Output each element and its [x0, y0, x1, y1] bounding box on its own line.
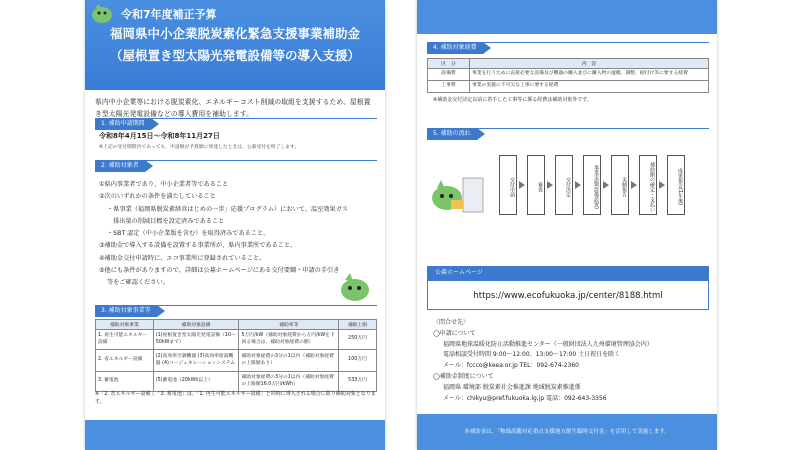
inquiry-section	[433, 318, 708, 404]
table-cell: 事業の実施に不可欠な工事に要する経費	[470, 81, 709, 93]
table-cell: 250万円	[339, 330, 377, 350]
flyer-page-front	[85, 0, 385, 450]
mascot-icon	[89, 2, 115, 24]
eligibility-item: ・SBT 認定（中小企業版を含む）を取得済みであること。	[107, 230, 270, 238]
flow-step: 交付決定	[555, 155, 573, 215]
table-cell: 533万円	[339, 372, 377, 392]
inquiry-line: ◯補助金制度について	[433, 372, 494, 380]
section-heading-projects: 3. 補助対象事業等	[95, 305, 157, 317]
flow-step: 審査	[527, 155, 545, 215]
table-header-row	[428, 59, 709, 69]
column-header: 補助対象設備	[153, 320, 239, 330]
table-cell: 事業を行うために直接必要な設備及び機器の購入並びに購入物の運搬、調整、据付け等に要する経費	[470, 69, 709, 81]
column-header: 補助率等	[239, 320, 339, 330]
eligibility-item: ①県内事業者であり、中小企業者等であること	[99, 181, 229, 188]
table-cell: (1)屋根置き型太陽光発電設備（10～50kWまで）	[153, 330, 239, 350]
cost-table	[427, 58, 709, 93]
intro-text: 県内中小企業等における脱炭素化、エネルギーコスト削減の取組を支援するため、屋根置き型太陽光発電設備などの導入費用を補助します。	[95, 98, 371, 118]
footer-band	[85, 420, 385, 450]
subsidy-table	[95, 319, 377, 392]
eligibility-item: ③補助金で導入する設備を設置する事業所が、県内事業所であること。	[99, 242, 297, 250]
flyer-header	[85, 0, 385, 90]
eligibility-item: 等をご確認ください。	[107, 279, 169, 287]
table-row	[96, 330, 377, 350]
table-cell: 設備費	[428, 69, 470, 81]
arrow-right-icon	[631, 181, 637, 189]
table-cell: 1. 再生可能エネルギー設備	[96, 330, 154, 350]
table-cell: 100万円	[339, 350, 377, 372]
inquiry-line: ◯申請について	[433, 329, 476, 337]
table-cell: 3. 蓄電池	[96, 372, 154, 392]
inquiry-line: メール：fccco@keea.or.jp TEL：092-674-2360	[443, 362, 579, 370]
flow-step: 成果報告(1年後)	[667, 155, 685, 215]
section-heading-costs: 4. 補助対象経費	[427, 42, 483, 54]
table-cell: 2. 省エネルギー設備	[96, 350, 154, 372]
eligibility-item: ・県事業（福岡県脱炭素経営はじめの一歩」応援プログラム）において、温室効果ガス	[107, 205, 349, 213]
section-heading-flow: 5. 補助の流れ	[427, 128, 477, 140]
inquiry-line: メール：chikyu@pref.fukuoka.lg.jp 電話：092-643-3356	[443, 394, 607, 402]
column-header: 補助対象事業	[96, 320, 154, 330]
eligibility-item: ⑤他にも条件がありますので、詳細は公募ホームページにある交付要綱・申請の手引き	[99, 267, 340, 275]
column-header: 内 容	[470, 59, 709, 69]
inquiry-line: 電話相談受付時間 9:00～12:00、13:00～17:00 土日祝日を除く	[443, 351, 621, 359]
table-cell: 補助対象経費の3分の1以内（補助対象経費の上限額16.0万円/kWh）	[239, 372, 339, 392]
table-row	[428, 69, 709, 81]
section-heading-period: 1. 補助申請期間	[95, 118, 151, 130]
inquiry-line: 福岡県地球温暖化防止活動推進センター（一般財団法人九州環境管理協会内）	[443, 340, 653, 348]
flyer-page-back	[417, 0, 717, 450]
table-row	[96, 350, 377, 372]
header-band	[417, 0, 717, 34]
eligibility-item: ②次のいずれかの条件を満たしていること	[99, 193, 216, 201]
flow-step: 補助額の確定・支払い	[639, 155, 657, 215]
section-heading-eligibility: 2. 補助対象者	[95, 160, 145, 172]
mascot-icon	[337, 270, 373, 302]
table-cell: (5)蓄電池（20kWh以上）	[153, 372, 239, 392]
cost-note: ※補助金交付決定以前に着手した工事等に係る経費は補助対象外です。	[433, 97, 592, 103]
table-cell: 5万円/kW（補助対象経費から万円/kWを下回る場合は、補助対象経費の額）	[239, 330, 339, 350]
eligibility-item: 排出量の削減目標を設定済みであること	[113, 217, 225, 225]
period-note: ※上記の受付期間内であっても、申請額が予算額に到達したときは、公募受付を終了します。	[99, 145, 300, 150]
table-cell: 工事費	[428, 81, 470, 93]
flow-step: 事業実施(設備設置)	[583, 155, 601, 215]
column-header: 補助上限	[339, 320, 377, 330]
table-cell: (2)高効率空調機器 (3)高効率給湯機器 (4)コージェネレーションシステム	[153, 350, 239, 372]
table-row	[96, 372, 377, 392]
mascot-icon	[429, 172, 487, 214]
arrow-right-icon	[547, 181, 553, 189]
table-row	[428, 81, 709, 93]
budget-label: 令和7年度補正予算	[121, 8, 217, 21]
inquiry-title: 〈問合せ先〉	[433, 319, 470, 326]
table-header-row	[96, 320, 377, 330]
page-subtitle: （屋根置き型太陽光発電設備等の導入支援）	[109, 48, 360, 63]
eligibility-list	[99, 179, 374, 290]
table-cell: 補助対象経費の3分の1以内（補助対象経費の上限額あり）	[239, 350, 339, 372]
page-title: 福岡県中小企業脱炭素化緊急支援事業補助金	[109, 26, 360, 41]
eligibility-item: ④補助金交付申請時に、エコ事業所に登録されていること。	[99, 254, 266, 262]
footer-note: 本補助金は、「物価高騰対応重点支援地方創生臨時交付金」を活用して実施します。	[417, 414, 717, 450]
homepage-heading: 公募ホームページ	[427, 266, 709, 280]
arrow-right-icon	[519, 181, 525, 189]
application-period: 令和8年4月15日～令和8年11月27日	[99, 132, 220, 140]
inquiry-line: 福岡県 環境部 脱炭素社会推進課 地域脱炭素推進係	[443, 383, 581, 391]
arrow-right-icon	[659, 181, 665, 189]
homepage-url-link[interactable]: https://www.ecofukuoka.jp/center/8188.html	[427, 280, 709, 310]
flow-step: 交付申請	[499, 155, 517, 215]
column-header: 区 分	[428, 59, 470, 69]
flow-step: 実績報告	[611, 155, 629, 215]
arrow-right-icon	[575, 181, 581, 189]
arrow-right-icon	[603, 181, 609, 189]
table-note: ※「2. 省エネルギー設備」、「3. 蓄電池」は、「1. 再生可能エネルギー設備」と同時に導入される場合に限り補助対象となります。	[95, 391, 376, 405]
